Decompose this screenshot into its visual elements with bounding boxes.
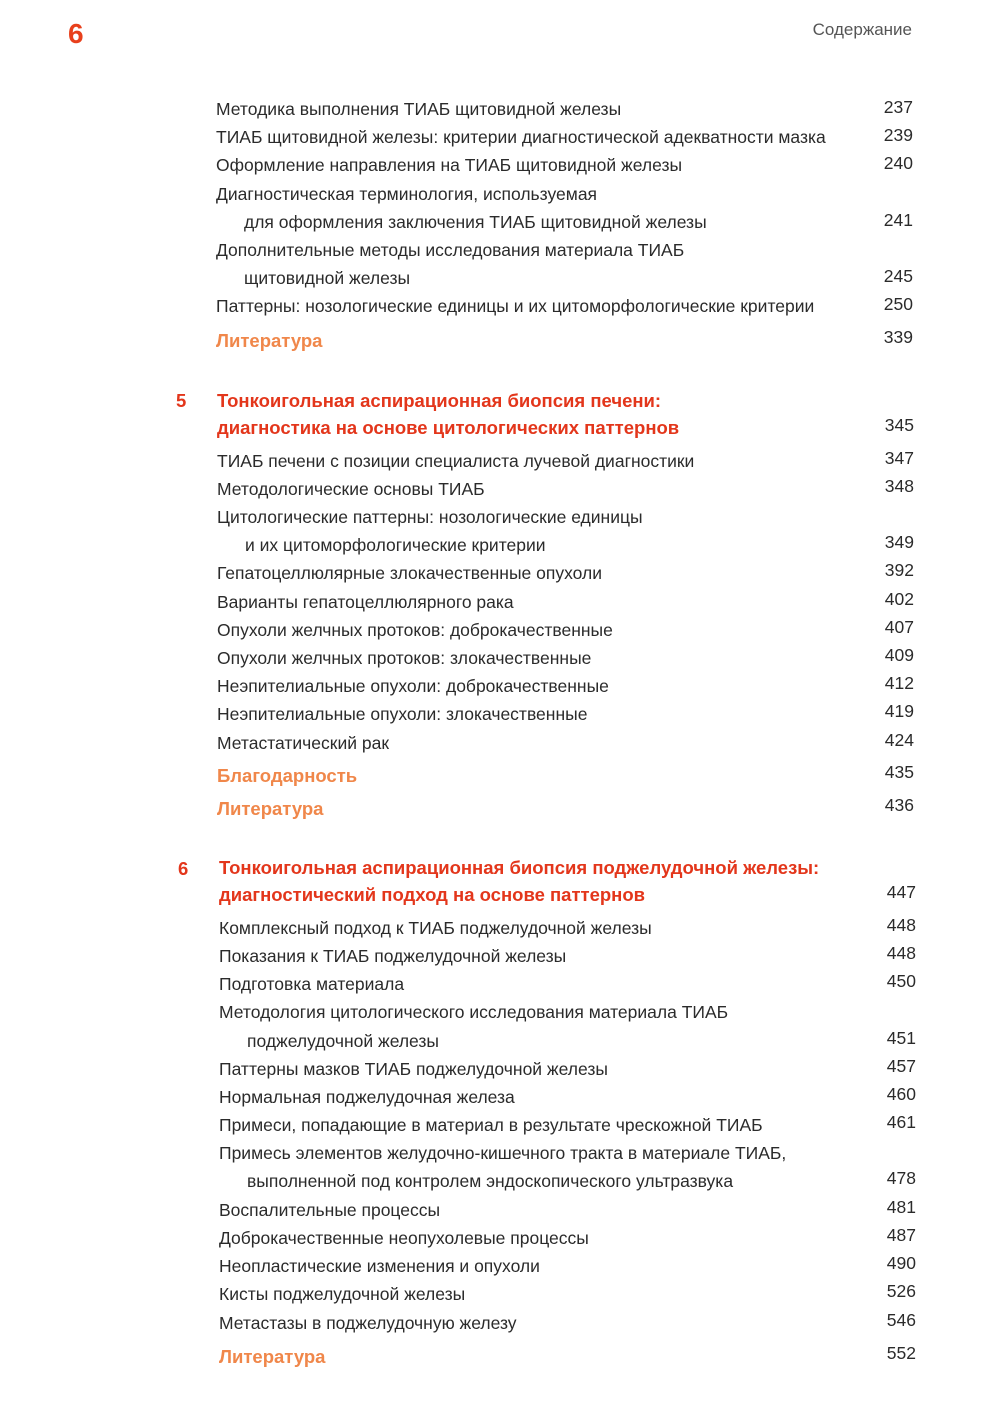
chapter-number: 6 xyxy=(178,858,189,879)
toc-entry-title[interactable]: Кисты поджелудочной железы xyxy=(219,1284,466,1304)
toc-entry-title[interactable]: Методологические основы ТИАБ xyxy=(217,479,485,499)
toc-entry-title[interactable]: Неэпителиальные опухоли: злокачественные xyxy=(217,704,588,724)
acknowledgements-link[interactable]: Благодарность xyxy=(217,765,358,786)
toc-entry-title[interactable]: Диагностическая терминология, используемая xyxy=(216,184,598,204)
toc-entry-title[interactable]: Цитологические паттерны: нозологические единицы xyxy=(217,507,643,527)
toc-entry-page: 250 xyxy=(883,294,913,314)
toc-entry-title[interactable]: Неэпителиальные опухоли: доброкачественные xyxy=(217,676,609,696)
toc-entry-title[interactable]: Методология цитологического исследования материала ТИАБ xyxy=(219,1002,729,1022)
toc-entry-page: 240 xyxy=(883,153,913,173)
toc-entry-title[interactable]: Подготовка материала xyxy=(219,974,405,994)
literature-link[interactable]: Литература xyxy=(217,798,324,819)
toc-entry-page: 407 xyxy=(884,617,914,637)
toc-entry-title[interactable]: Гепатоцеллюлярные злокачественные опухоли xyxy=(217,563,602,583)
toc-entry-page: 392 xyxy=(884,560,914,580)
toc-entry-page: 245 xyxy=(883,266,913,286)
toc-entry-page: 552 xyxy=(886,1343,916,1363)
toc-entry-title[interactable]: Примесь элементов желудочно-кишечного тракта в материале ТИАБ, xyxy=(219,1143,787,1163)
toc-entry-title[interactable]: Методика выполнения ТИАБ щитовидной железы xyxy=(216,99,622,119)
literature-link[interactable]: Литература xyxy=(219,1346,326,1367)
toc-entry-page: 424 xyxy=(884,730,914,750)
chapter-title[interactable]: диагностика на основе цитологических паттернов xyxy=(217,417,680,438)
toc-entry-page: 448 xyxy=(886,915,916,935)
toc-entry-page: 409 xyxy=(884,645,914,665)
toc-entry-title[interactable]: Дополнительные методы исследования материала ТИАБ xyxy=(216,240,685,260)
toc-entry-page: 237 xyxy=(883,97,913,117)
toc-entry-continuation[interactable]: выполненной под контролем эндоскопического ультразвука xyxy=(247,1171,734,1191)
toc-entry-title[interactable]: Метастазы в поджелудочную железу xyxy=(219,1313,517,1333)
page-number: 6 xyxy=(68,18,84,49)
chapter-title[interactable]: диагностический подход на основе паттернов xyxy=(219,884,646,905)
toc-entry-page: 419 xyxy=(884,701,914,721)
toc-entry-title[interactable]: Примеси, попадающие в материал в результате чрескожной ТИАБ xyxy=(219,1115,763,1135)
toc-entry-page: 436 xyxy=(884,795,914,815)
toc-entry-title[interactable]: Показания к ТИАБ поджелудочной железы xyxy=(219,946,567,966)
toc-entry-page: 460 xyxy=(886,1084,916,1104)
toc-entry-page: 412 xyxy=(884,673,914,693)
toc-entry-page: 239 xyxy=(883,125,913,145)
toc-entry-page: 435 xyxy=(884,762,914,782)
literature-link[interactable]: Литература xyxy=(216,330,323,351)
toc-entry-page: 490 xyxy=(886,1253,916,1273)
toc-entry-page: 481 xyxy=(886,1197,916,1217)
toc-entry-title[interactable]: Оформление направления на ТИАБ щитовидной железы xyxy=(216,155,683,175)
toc-entry-page: 487 xyxy=(886,1225,916,1245)
toc-entry-page: 349 xyxy=(884,532,914,552)
toc-entry-continuation[interactable]: поджелудочной железы xyxy=(247,1031,440,1051)
toc-entry-title[interactable]: Нормальная поджелудочная железа xyxy=(219,1087,515,1107)
running-head: Содержание xyxy=(812,20,912,39)
toc-entry-page: 339 xyxy=(883,327,913,347)
toc-entry-continuation[interactable]: и их цитоморфологические критерии xyxy=(245,535,546,555)
toc-entry-page: 461 xyxy=(886,1112,916,1132)
toc-entry-page: 450 xyxy=(886,971,916,991)
chapter-number: 5 xyxy=(176,390,187,411)
toc-entry-page: 402 xyxy=(884,589,914,609)
toc-entry-title[interactable]: Паттерны мазков ТИАБ поджелудочной железы xyxy=(219,1059,608,1079)
toc-entry-page: 546 xyxy=(886,1310,916,1330)
toc-entry-title[interactable]: Опухоли желчных протоков: злокачественные xyxy=(217,648,592,668)
chapter-title[interactable]: Тонкоигольная аспирационная биопсия печени: xyxy=(217,390,662,411)
toc-entry-page: 478 xyxy=(886,1168,916,1188)
toc-entry-page: 526 xyxy=(886,1281,916,1301)
toc-entry-title[interactable]: ТИАБ печени с позиции специалиста лучевой диагностики xyxy=(217,451,695,471)
toc-entry-page: 457 xyxy=(886,1056,916,1076)
toc-entry-title[interactable]: Метастатический рак xyxy=(217,733,389,753)
toc-entry-page: 347 xyxy=(884,448,914,468)
toc-entry-continuation[interactable]: щитовидной железы xyxy=(244,268,411,288)
chapter-title[interactable]: Тонкоигольная аспирационная биопсия поджелудочной железы: xyxy=(219,857,820,878)
toc-entry-title[interactable]: Паттерны: нозологические единицы и их цитоморфологические критерии xyxy=(216,296,815,316)
chapter-page: 447 xyxy=(886,882,916,902)
toc-entry-title[interactable]: Воспалительные процессы xyxy=(219,1200,441,1220)
toc-entry-title[interactable]: Опухоли желчных протоков: доброкачественные xyxy=(217,620,613,640)
toc-entry-title[interactable]: Неопластические изменения и опухоли xyxy=(219,1256,540,1276)
toc-entry-page: 448 xyxy=(886,943,916,963)
toc-entry-title[interactable]: Доброкачественные неопухолевые процессы xyxy=(219,1228,589,1248)
chapter-page: 345 xyxy=(884,415,914,435)
toc-entry-continuation[interactable]: для оформления заключения ТИАБ щитовидной железы xyxy=(244,212,707,232)
toc-entry-page: 451 xyxy=(886,1028,916,1048)
toc-entry-title[interactable]: Варианты гепатоцеллюлярного рака xyxy=(217,592,514,612)
toc-entry-title[interactable]: ТИАБ щитовидной железы: критерии диагностической адекватности мазка xyxy=(216,127,826,147)
toc-entry-title[interactable]: Комплексный подход к ТИАБ поджелудочной железы xyxy=(219,918,652,938)
toc-entry-page: 241 xyxy=(883,210,913,230)
toc-entry-page: 348 xyxy=(884,476,914,496)
